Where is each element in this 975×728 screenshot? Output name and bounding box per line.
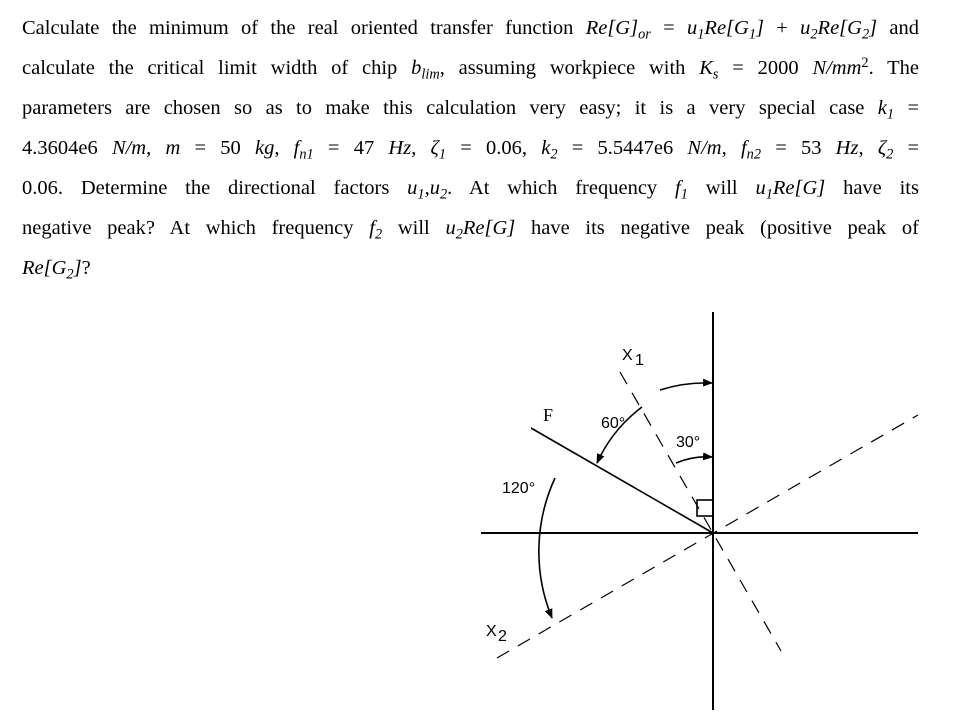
text-run: ,: [411, 137, 431, 159]
svg-text:1: 1: [635, 352, 644, 369]
math-run: ]: [869, 17, 878, 39]
math-run: K: [699, 57, 713, 79]
math-run: Re[G]: [772, 177, 826, 199]
text-run: , assuming workpiece with: [439, 57, 700, 79]
text-run: have its: [825, 177, 919, 199]
math-run: n1: [299, 146, 314, 163]
math-run: 1: [765, 186, 773, 203]
math-run: 1: [438, 146, 447, 163]
math-run: 2: [550, 146, 558, 163]
text-run: calculate the critical limit width of chip: [22, 57, 412, 79]
math-run: 2: [886, 146, 894, 163]
x1-label: [622, 347, 644, 369]
math-run: 1: [886, 106, 895, 123]
text-run: . The: [868, 57, 920, 79]
text-run: Calculate the minimum of the real oriented transfer function: [22, 17, 586, 39]
angle-30-label: 30°: [676, 434, 701, 451]
angle-120-label: 120°: [502, 480, 536, 497]
math-run: kg: [254, 137, 275, 159]
force-label: F: [543, 405, 554, 425]
text-run: negative peak? At which frequency: [22, 217, 370, 239]
text-run: and: [877, 17, 919, 39]
math-run: ]: [73, 257, 82, 279]
text-run: . Determine the directional factors: [57, 177, 408, 199]
math-run: f: [369, 217, 375, 239]
math-run: 2: [810, 26, 818, 43]
math-run: lim: [421, 66, 440, 83]
math-run: k: [541, 137, 551, 159]
x2-axis-line: [497, 415, 918, 658]
math-run: 2: [455, 226, 463, 243]
text-run: ,: [424, 177, 430, 199]
angle-60-label: 60°: [601, 415, 626, 432]
math-run: = 53: [760, 137, 836, 159]
math-run: u: [800, 17, 811, 39]
text-run: ,: [721, 137, 741, 159]
math-run: +: [763, 17, 801, 39]
math-run: Hz: [835, 137, 859, 159]
math-run: ζ: [877, 137, 887, 159]
math-run: 1: [748, 26, 756, 43]
math-run: = 2000: [718, 57, 813, 79]
text-run: will: [687, 177, 756, 199]
math-run: u: [445, 217, 456, 239]
math-run: f: [740, 137, 747, 159]
math-run: Re[G: [22, 257, 67, 279]
math-run: b: [411, 57, 422, 79]
text-run: . At which frequency: [447, 177, 675, 199]
math-run: m: [165, 137, 181, 159]
math-run: 4.3604e6: [22, 137, 112, 159]
math-run: 2: [439, 186, 448, 203]
math-run: ]: [756, 17, 764, 39]
math-run: k: [877, 97, 887, 119]
svg-text:X: X: [622, 347, 633, 364]
math-run: N/m: [687, 137, 722, 159]
math-run: u: [687, 17, 698, 39]
math-run: u: [429, 177, 440, 199]
math-run: Re[G]: [462, 217, 516, 239]
arc-vertical-to-x1: [660, 383, 712, 390]
arc-120: [539, 478, 555, 618]
svg-text:2: 2: [498, 628, 507, 645]
x2-label: [486, 623, 507, 645]
math-run: n2: [746, 146, 761, 163]
math-run: 2: [861, 54, 869, 71]
text-run: parameters are chosen so as to make this calculation very easy; it is a very special case: [22, 97, 878, 119]
math-run: f: [293, 137, 300, 159]
arc-30: [676, 457, 712, 463]
text-run: ,: [146, 137, 166, 159]
text-run: ,: [274, 137, 294, 159]
math-run: s: [712, 66, 719, 83]
math-run: 2: [861, 26, 870, 43]
math-run: Re[G]: [585, 17, 639, 39]
text-run: will: [382, 217, 446, 239]
x1-axis-line: [620, 372, 781, 651]
text-run: ?: [81, 257, 91, 279]
math-run: u: [407, 177, 418, 199]
math-run: = 5.5447e6: [557, 137, 688, 159]
math-run: 1: [417, 186, 425, 203]
svg-text:X: X: [486, 623, 497, 640]
text-run: ,: [858, 137, 878, 159]
math-run: =: [894, 97, 919, 119]
right-angle-marker: [697, 500, 713, 516]
math-run: or: [638, 26, 651, 43]
math-run: u: [755, 177, 766, 199]
math-run: = 47: [313, 137, 389, 159]
math-run: 2: [374, 226, 383, 243]
math-run: Hz: [388, 137, 412, 159]
math-run: ζ: [430, 137, 439, 159]
math-run: Re[G: [817, 17, 862, 39]
math-run: f: [675, 177, 681, 199]
math-run: = 0.06,: [446, 137, 542, 159]
math-run: 1: [680, 186, 688, 203]
text-run: have its negative peak (positive peak of: [515, 217, 919, 239]
math-run: = 50: [180, 137, 255, 159]
math-run: =: [893, 137, 920, 159]
math-run: Re[G: [704, 17, 749, 39]
math-run: 0.06: [22, 177, 58, 199]
math-run: N/m: [111, 137, 147, 159]
math-run: 2: [66, 266, 74, 283]
math-run: N/mm: [812, 57, 862, 79]
math-run: 1: [697, 26, 705, 43]
math-run: =: [650, 17, 687, 39]
